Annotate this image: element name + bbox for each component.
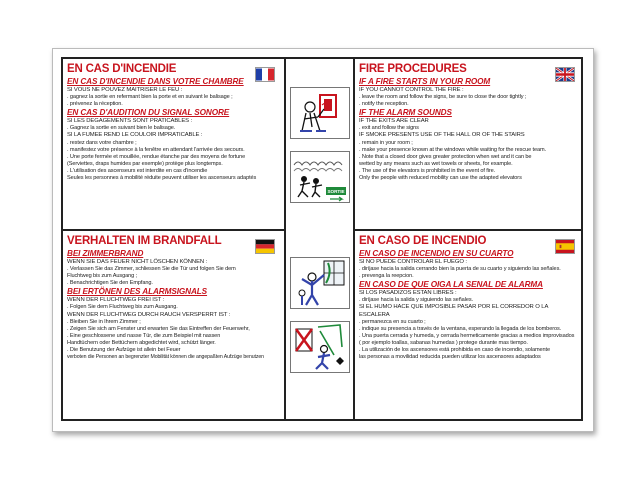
text-line: . Benachrichtigen Sie den Empfang.: [67, 280, 153, 287]
text-line: SI LA FUMEE REND LE COULOIR IMPRATICABLE :: [67, 132, 203, 139]
poster-frame: [61, 57, 583, 421]
text-line: . Die Benutzung der Aufzüge ist allein bei Feuer: [67, 347, 181, 354]
text-line: . La utilización de los ascensores está prohibida en caso de incendio, solamente: [359, 347, 551, 354]
column-divider-right: [353, 59, 355, 419]
text-line: . The use of the elevators is prohibited in the event of fire.: [359, 167, 496, 174]
fire-procedures-poster: [52, 48, 594, 432]
text-line: . manifestez votre présence à la fenêtre en attendant l'arrivée des secours.: [67, 146, 245, 153]
subheading: IF A FIRE STARTS IN YOUR ROOM: [359, 77, 491, 86]
france-flag: [255, 67, 275, 82]
subheading: EN CASO DE INCENDIO EN SU CUARTO: [359, 249, 514, 258]
text-line: . prevenga la reepcion.: [359, 273, 414, 280]
text-line: SI EL HUMO HACE QUE IMPOSIBLE PASAR POR EL CORREDOR O LA: [359, 304, 549, 311]
text-line: Only the people with reduced mobility can use the adapted elevators: [359, 175, 522, 182]
text-line: . make your presence known at the windows while waiting for the rescue team.: [359, 146, 547, 153]
text-line: . diríjase hacia la salida y siguiendo las señales.: [359, 297, 473, 304]
phone-alarm-pictogram: [290, 87, 350, 139]
text-line: . remain in your room ;: [359, 139, 413, 146]
text-line: verboten die Personen an begrenzter Mobilität können die angepaßten Aufzüge benutzen: [67, 354, 264, 361]
text-line: SI VOUS NE POUVEZ MAITRISER LE FEU :: [67, 87, 183, 93]
text-line: Fluchtweg bis zum Ausgang ;: [67, 273, 138, 280]
text-line: wetted by any means such as wet towels or sheets, for example.: [359, 160, 513, 167]
text-line: . Bleiben Sie in Ihrem Zimmer ;: [67, 318, 141, 325]
text-line: . indique su presencia a través de la ventana, esperando la llegada de los bomberos.: [359, 325, 562, 332]
section-title: FIRE PROCEDURES: [359, 63, 467, 75]
text-line: . Zeigen Sie sich am Fenster und erwarten Sie das Eintreffen der Feuerwehr,: [67, 325, 250, 332]
text-line: . Una puerta cerrada y humeda, y cerrada hermeticamente gracias a medios improvisados: [359, 332, 575, 339]
text-line: WENN DER FLUCHTWEG FREI IST :: [67, 297, 165, 304]
exit-sign-label: SORTIE: [327, 189, 345, 195]
text-line: . exit and follow the signs: [359, 125, 419, 132]
subheading: BEI ZIMMERBRAND: [67, 249, 144, 258]
section-title: EN CAS D'INCENDIE: [67, 63, 177, 75]
text-line: ESCALERA: [359, 311, 390, 318]
subheading: EN CASO DE QUE OIGA LA SENAL DE ALARMA: [359, 280, 543, 290]
smoke-exit-pictogram: [290, 151, 350, 203]
text-line: IF YOU CANNOT CONTROL THE FIRE :: [359, 87, 464, 93]
text-line: . notify the reception.: [359, 101, 409, 108]
text-line: Handtüchern oder Bettüchern abgedichtet wird, schützt länger.: [67, 339, 216, 346]
section-title: EN CASO DE INCENDIO: [359, 235, 487, 247]
text-line: (Serviettes, draps humides par exemple) protège plus longtemps.: [67, 160, 223, 167]
subheading: BEI ERTÖNEN DES ALARMSIGNALS: [67, 287, 208, 297]
section-title: VERHALTEN IM BRANDFALL: [67, 235, 222, 247]
text-line: las personas a movilidad reducida pueden utilizar los ascensores adaptados: [359, 354, 541, 361]
text-line: . Eine geschlossene und nasse Tür, die zum Beispiel mit nassen: [67, 332, 221, 339]
pictogram-column: [286, 59, 353, 419]
text-line: IF SMOKE PRESENTS USE OF THE HALL OR OF THE STAIRS: [359, 132, 525, 139]
text-line: . Folgen Sie dem Fluchtweg bis zum Ausgang.: [67, 304, 178, 311]
text-line: . restez dans votre chambre ;: [67, 139, 137, 146]
text-line: . leave the room and follow the signs, be sure to close the door tightly ;: [359, 94, 527, 101]
text-line: IF THE EXITS ARE CLEAR: [359, 118, 429, 125]
subheading: EN CAS D'AUDITION DU SIGNAL SONORE: [67, 108, 230, 118]
no-elevator-pictogram: [290, 321, 350, 373]
text-line: SI NO PUEDE CONTROLAR EL FUEGO :: [359, 259, 467, 265]
text-line: ( por ejemplo toallas, sabanas humedas ) protege durante mas tiempo.: [359, 339, 528, 346]
section-english: [359, 63, 581, 227]
subheading: EN CAS D'INCENDIE DANS VOTRE CHAMBRE: [67, 77, 244, 86]
row-divider-left: [63, 229, 285, 231]
text-line: WENN SIE DAS FEUER NICHT LÖSCHEN KÖNNEN :: [67, 259, 208, 265]
text-line: SI LOS PASADIZOS ESTAN LIBRES :: [359, 290, 457, 297]
text-line: WENN DER FLUCHTWEG DURCH RAUCH VERSPERRT IST :: [67, 311, 231, 318]
text-line: . prévenez la réception.: [67, 101, 123, 108]
window-signal-pictogram: [290, 257, 350, 309]
text-line: . gagnez la sortie en refermant bien la porte et en suivant le balisage ;: [67, 94, 233, 101]
text-line: . Une porte fermée et mouillée, rendue étanche par des moyens de fortune: [67, 153, 246, 160]
text-line: Seules les personnes à mobilité réduite peuvent utiliser les ascenseurs adaptés: [67, 175, 257, 182]
text-line: . permanezca en su cuarto ;: [359, 318, 426, 325]
text-line: . diríjase hacia la salida cerrando bien la puerta de su cuarto y siguiendo las señales.: [359, 266, 561, 273]
text-line: . L'utilisation des ascenseurs est interdite en cas d'incendie: [67, 167, 208, 174]
subheading: IF THE ALARM SOUNDS: [359, 108, 452, 118]
text-line: . Verlassen Sie das Zimmer, schliessen Sie die Tür und folgen Sie dem: [67, 266, 236, 273]
section-german: [67, 235, 281, 419]
section-spanish: [359, 235, 581, 419]
text-line: . Gagnez la sortie en suivant bien le balisage.: [67, 125, 176, 132]
text-line: . Note that a closed door gives greater protection when wet and it can be: [359, 153, 532, 160]
germany-flag: [255, 239, 275, 254]
spain-flag: [555, 239, 575, 254]
section-french: [67, 63, 281, 227]
text-line: SI LES DEGAGEMENTS SONT PRATICABLES :: [67, 118, 193, 125]
row-divider-right: [353, 229, 583, 231]
uk-flag: [555, 67, 575, 82]
